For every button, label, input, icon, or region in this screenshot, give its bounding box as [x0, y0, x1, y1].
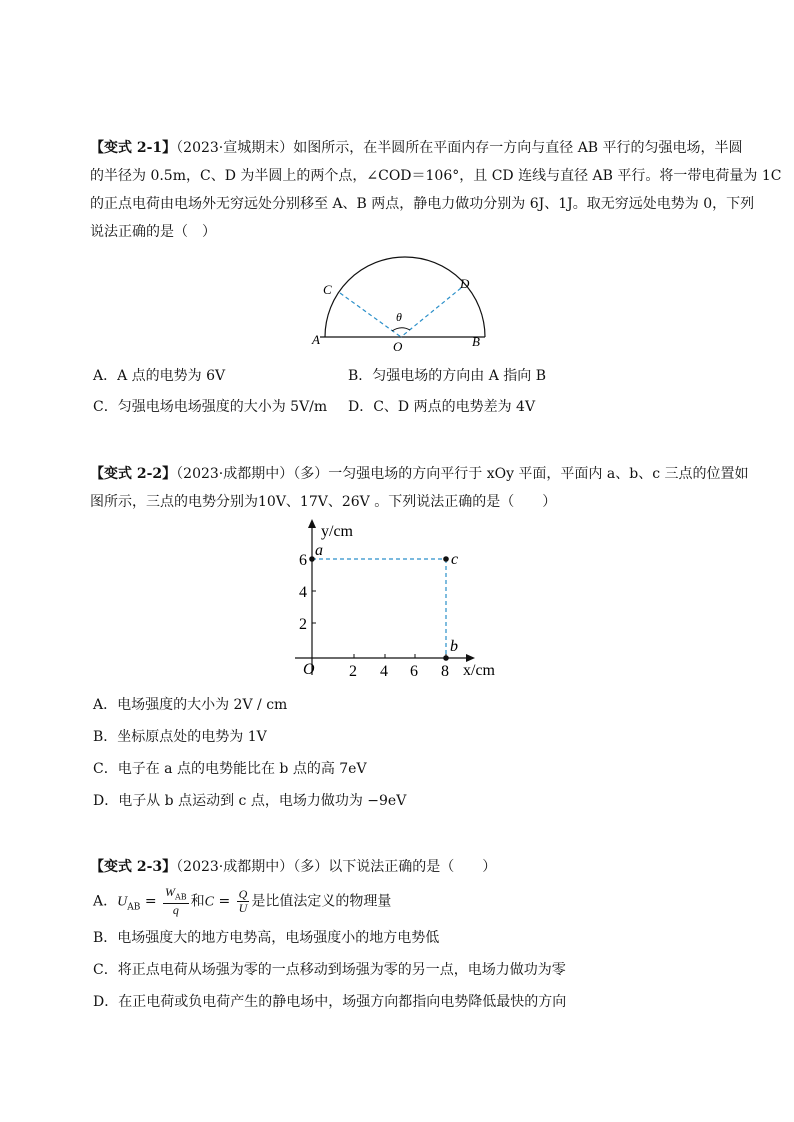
- line-oc: [340, 293, 401, 337]
- q3-U: U: [238, 901, 248, 916]
- y-axis-arrow: [308, 519, 316, 528]
- q1-line3: 的正点电荷由电场外无穷远处分别移至 A、B 两点，静电力做功分别为 6J、1J。取无穷远处电势为 0，下列: [90, 196, 755, 212]
- q3-fraction-q-u: [237, 888, 250, 915]
- point-b: [443, 655, 449, 661]
- q1-option-a: A．A 点的电势为 6V: [93, 368, 226, 384]
- q3-option-d: D．在正电荷或负电荷产生的静电场中，场强方向都指向电势降低最快的方向: [93, 994, 567, 1010]
- q2-option-d: D．电子从 b 点运动到 c 点，电场力做功为 −9eV: [93, 793, 407, 809]
- q3-c: C: [204, 894, 215, 910]
- q2-line1: [90, 464, 748, 484]
- y-tick-label-6: 6: [299, 552, 307, 569]
- angle-arc: [392, 328, 410, 331]
- q3-and: 和: [190, 893, 205, 910]
- q3-option-a-suffix: 是比值法定义的物理量: [251, 893, 392, 910]
- x-tick-label-6: 6: [410, 663, 418, 680]
- x-axis-arrow: [466, 654, 475, 662]
- q3-w-sub: AB: [175, 892, 187, 902]
- q3-u: U: [117, 894, 128, 910]
- semicircle-arc: [325, 257, 485, 337]
- origin-label: O: [303, 661, 315, 678]
- q1-line1: [90, 138, 743, 158]
- q3-option-a: A．$U_{AB}$ = $\frac{W_{AB}}{q}$ 和C = $\frac{Q}{U}$ 是比值法定义的物理量: [93, 885, 392, 918]
- q3-w: W: [165, 885, 176, 899]
- q2-line2: 图所示，三点的电势分别为10V、17V、26V 。下列说法正确的是（ ）: [90, 494, 557, 510]
- label-a: A: [312, 332, 320, 347]
- q2-option-a: A．电场强度的大小为 2V / cm: [93, 697, 288, 713]
- q2-option-c: C．电子在 a 点的电势能比在 b 点的高 7eV: [93, 761, 367, 777]
- x-axis-label: x/cm: [463, 662, 495, 679]
- label-c: C: [323, 282, 332, 297]
- y-tick-label-2: 2: [299, 616, 307, 633]
- q1-line2: 的半径为 0.5m，C、D 为半圆上的两个点，∠COD＝106°，且 CD 连线与直径 AB 平行。将一带电荷量为 1C: [90, 168, 782, 184]
- q3-option-a-prefix: A．: [93, 893, 118, 910]
- q1-option-c: C．匀强电场电场强度的大小为 5V/m: [93, 399, 328, 415]
- q1-option-d: D．C、D 两点的电势差为 4V: [348, 399, 536, 415]
- point-c: [443, 556, 449, 562]
- q1-text1: （2023·宣城期末）如图所示，在半圆所在平面内存一方向与直径 AB 平行的匀强电场，半圆: [176, 140, 743, 156]
- label-d: D: [460, 276, 470, 291]
- label-point-a: a: [315, 542, 323, 559]
- q3-Q: Q: [238, 887, 248, 902]
- q2-tag: 【变式 2-2】: [90, 466, 177, 482]
- point-a: [309, 556, 315, 562]
- label-point-b: b: [450, 638, 458, 655]
- q3-option-c: C．将正点电荷从场强为零的一点移动到场强为零的另一点，电场力做功为零: [93, 962, 566, 978]
- q2-text1: （2023·成都期中）（多）一匀强电场的方向平行于 xOy 平面，平面内 a、b、c 三点的位置如: [176, 466, 749, 482]
- q3-text1: （2023·成都期中）（多）以下说法正确的是（ ）: [176, 859, 497, 875]
- label-point-c: c: [451, 551, 459, 568]
- q3-fraction-w-q: [163, 886, 189, 917]
- q3-q: q: [172, 903, 179, 918]
- q1-tag: 【变式 2-1】: [90, 140, 177, 156]
- q2-option-b: B．坐标原点处的电势为 1V: [93, 729, 267, 745]
- label-b: B: [472, 334, 480, 349]
- x-tick-label-2: 2: [349, 663, 357, 680]
- y-tick-label-4: 4: [299, 584, 307, 601]
- x-tick-label-8: 8: [441, 663, 449, 680]
- q3-tag: 【变式 2-3】: [90, 859, 177, 875]
- coordinate-figure: [285, 515, 515, 685]
- y-axis-label: y/cm: [321, 523, 353, 540]
- q1-option-b: B．匀强电场的方向由 A 指向 B: [348, 368, 547, 384]
- q3-line1: [90, 857, 496, 877]
- label-theta: θ: [396, 310, 402, 324]
- label-o: O: [393, 339, 403, 354]
- q3-u-sub: AB: [127, 902, 141, 913]
- q3-option-b: B．电场强度大的地方电势高，电场强度小的地方电势低: [93, 930, 440, 946]
- semicircle-figure: [300, 255, 500, 355]
- q1-line4: 说法正确的是（ ）: [90, 224, 216, 240]
- x-tick-label-4: 4: [380, 663, 388, 680]
